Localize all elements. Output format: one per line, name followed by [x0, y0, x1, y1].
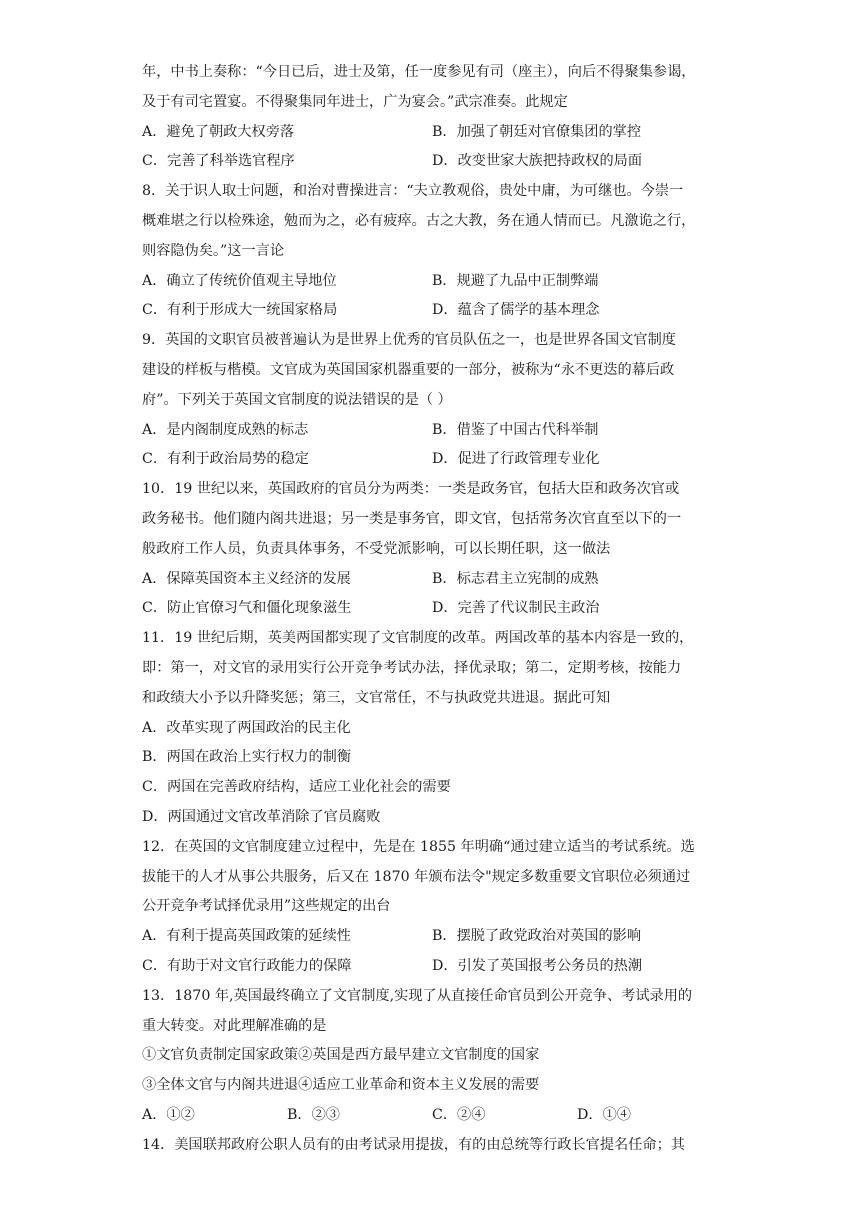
q7-option-b: B．加强了朝廷对官僚集团的掌控 [432, 123, 642, 140]
q13-stem: 重大转变。对此理解准确的是 [142, 1017, 327, 1034]
q11-stem: 即：第一，对文官的录用实行公开竞争考试办法，择优录取；第二，定期考核，按能力 [142, 659, 682, 676]
q9-options-row-1 [142, 416, 722, 446]
q8-stem: 则容隐伪矣。”这一言论 [142, 242, 285, 259]
q13-option-b: B．②③ [287, 1106, 340, 1123]
q9-option-a: A．是内阁制度成熟的标志 [142, 421, 309, 438]
q9-option-b: B．借鉴了中国古代科举制 [432, 421, 599, 438]
q10-options-row-1 [142, 565, 722, 595]
q13-option-d: D．①④ [577, 1106, 631, 1123]
q8-options-row-2 [142, 296, 722, 326]
q12-stem: 拔能干的人才从事公共服务，后又在 1870 年颁布法令"规定多数重要文官职位必须通过 [142, 868, 691, 885]
exam-page [142, 58, 722, 1160]
q10-options-row-2 [142, 594, 722, 624]
q8-stem: 概难堪之行以检殊途，勉而为之，必有疲瘁。古之大教，务在通人情而已。凡激诡之行， [142, 212, 696, 229]
q8-options-row-1 [142, 267, 722, 297]
q14-stem: 14．美国联邦政府公职人员有的由考试录用提拔，有的由总统等行政长官提名任命；其 [142, 1136, 685, 1153]
q9-option-d: D．促进了行政管理专业化 [432, 451, 600, 468]
q7-options-row-2 [142, 147, 722, 177]
q12-stem: 公开竞争考试择优录用”这些规定的出台 [142, 898, 391, 915]
text-line: 年，中书上奏称：“今日已后，进士及第，任一度参见有司（座主），向后不得聚集参谒， [142, 64, 696, 80]
q12-option-c: C．有助于对文官行政能力的保障 [142, 957, 352, 974]
text-line: 及于有司宅置宴。不得聚集同年进士，广为宴会。”武宗准奏。此规定 [142, 93, 568, 110]
q9-options-row-2 [142, 445, 722, 475]
q8-option-d: D．蕴含了儒学的基本理念 [432, 302, 600, 319]
q10-option-d: D．完善了代议制民主政治 [432, 600, 600, 617]
q9-option-c: C．有利于政治局势的稳定 [142, 451, 309, 468]
q12-option-b: B．摆脱了政党政治对英国的影响 [432, 928, 642, 945]
q7-option-a: A．避免了朝政大权旁落 [142, 123, 295, 140]
q9-stem: 建设的样板与楷模。文官成为英国国家机器重要的一部分，被称为“永不更迭的幕后政 [142, 361, 675, 378]
q7-option-d: D．改变世家大族把持政权的局面 [432, 153, 643, 170]
q11-stem: 和政绩大小予以升降奖惩；第三，文官常任，不与执政党共进退。据此可知 [142, 689, 611, 706]
q11-option-c: C．两国在完善政府结构，适应工业化社会的需要 [142, 779, 451, 796]
q10-option-c: C．防止官僚习气和僵化现象滋生 [142, 600, 352, 617]
q8-option-a: A．确立了传统价值观主导地位 [142, 272, 337, 289]
q11-option-b: B．两国在政治上实行权力的制衡 [142, 749, 352, 766]
q10-stem: 10．19 世纪以来，英国政府的官员分为两类：一类是政务官，包括大臣和政务次官或 [142, 481, 680, 498]
q12-options-row-1 [142, 922, 722, 952]
q12-stem: 12．在英国的文官制度建立过程中，先是在 1855 年明确“通过建立适当的考试系统。选 [142, 838, 695, 855]
q10-option-b: B．标志君主立宪制的成熟 [432, 570, 599, 587]
q12-option-d: D．引发了英国报考公务员的热潮 [432, 957, 643, 974]
q12-options-row-2 [142, 952, 722, 982]
q7-option-c: C．完善了科举选官程序 [142, 153, 295, 170]
q13-statement: ①文官负责制定国家政策②英国是西方最早建立文官制度的国家 [142, 1047, 540, 1064]
q13-option-c: C．②④ [432, 1106, 486, 1123]
q13-stem: 13．1870 年,英国最终确立了文官制度,实现了从直接任命官员到公开竞争、考试录用的 [142, 987, 693, 1004]
q13-options-row [142, 1101, 722, 1131]
q10-stem: 般政府工作人员，负责具体事务，不受党派影响，可以长期任职，这一做法 [142, 540, 611, 557]
q8-option-c: C．有利于形成大一统国家格局 [142, 302, 338, 319]
q13-option-a: A．①② [142, 1106, 195, 1123]
q12-option-a: A．有利于提高英国政策的延续性 [142, 928, 351, 945]
q11-stem: 11．19 世纪后期，英美两国都实现了文官制度的改革。两国改革的基本内容是一致的， [142, 630, 694, 647]
q11-option-d: D．两国通过文官改革消除了官员腐败 [142, 808, 381, 825]
q8-option-b: B．规避了九品中正制弊端 [432, 272, 599, 289]
q7-options-row-1 [142, 118, 722, 148]
q11-option-a: A．改革实现了两国政治的民主化 [142, 719, 351, 736]
q10-option-a: A．保障英国资本主义经济的发展 [142, 570, 351, 587]
q13-statement: ③全体文官与内阁共进退④适应工业革命和资本主义发展的需要 [142, 1077, 540, 1094]
q9-stem: 府”。下列关于英国文官制度的说法错误的是（ ） [142, 391, 452, 408]
q8-stem: 8．关于识人取士问题，和治对曹操进言：“夫立教观俗，贵处中庸，为可继也。今崇一 [142, 183, 684, 200]
q10-stem: 政务秘书。他们随内阁共进退；另一类是事务官，即文官，包括常务次官直至以下的一 [142, 510, 682, 527]
q9-stem: 9．英国的文职官员被普遍认为是世界上优秀的官员队伍之一，也是世界各国文官制度 [142, 332, 676, 349]
